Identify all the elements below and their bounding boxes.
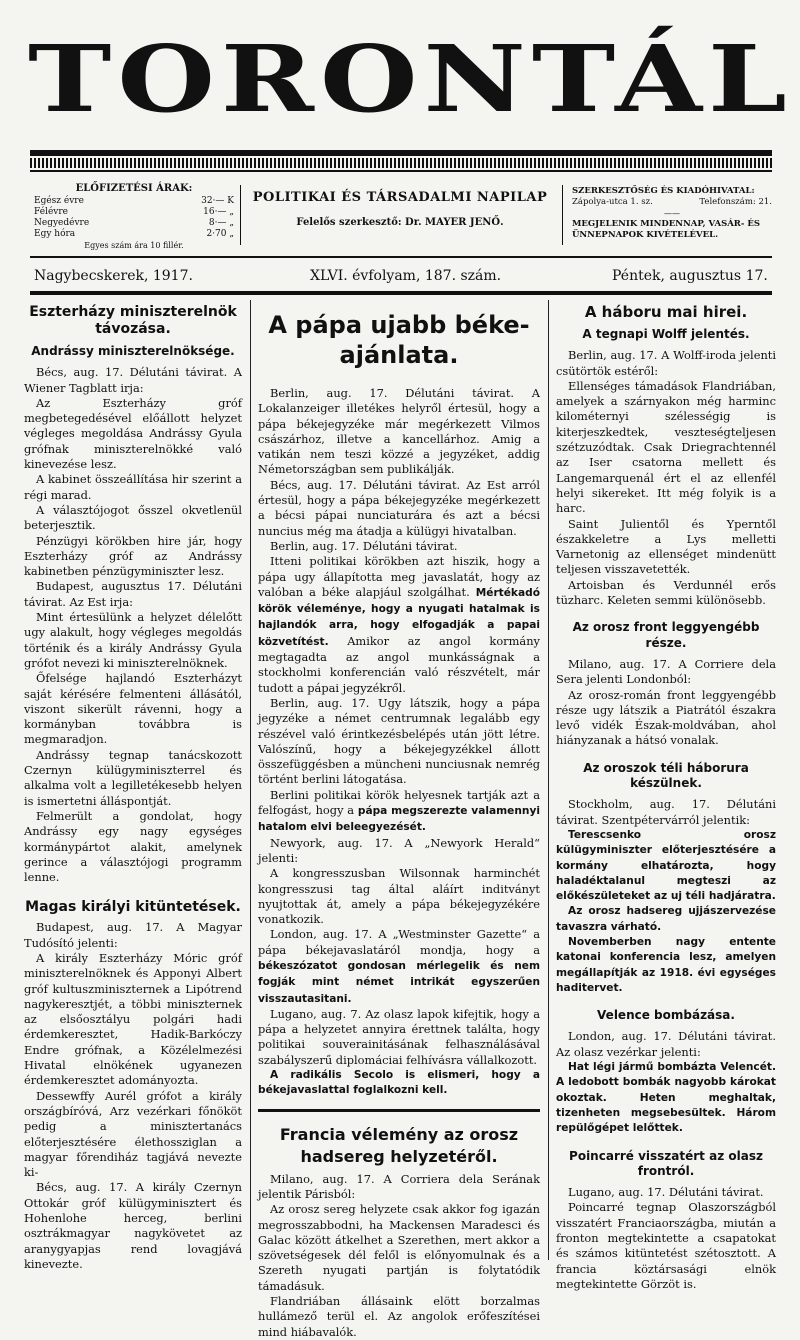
dateline-date: Péntek, augusztus 17. bbox=[612, 268, 768, 284]
paragraph: Budapest, aug. 17. A Magyar Tudósító jelenti: bbox=[24, 920, 242, 950]
paragraph: A kabinet összeállítása hir szerint a régi marad. bbox=[24, 472, 242, 502]
paragraph-bold: A radikális Secolo is elismeri, hogy a békejavaslattal foglalkozni kell. bbox=[258, 1069, 540, 1097]
paragraph: Andrássy tegnap tanácskozott Czernyn külügyminiszterrel és alkalma volt a legilletékesebb helyen is ismertetni álláspontját. bbox=[24, 747, 242, 808]
column-left bbox=[24, 300, 242, 1272]
paragraph: Ellenséges támadások Flandriában, amelyek a szárnyakon még harminc kilométernyi szélességig is kiterjeszkedtek, veszteségteljesen szétzuzódtak. Csak Driegrachtennél az Iser csatorna mellett és Langemarquenál ért el az ellenfél helyi sikereket. Itt még folyik is a harc. bbox=[556, 378, 776, 516]
column-divider bbox=[548, 300, 549, 1260]
newspaper-title: TORONTÁL bbox=[28, 25, 793, 134]
office-contact bbox=[572, 197, 772, 208]
editor-line: Felelős szerkesztő: Dr. MAYER JENŐ. bbox=[296, 217, 504, 228]
article-subheadline: A tegnapi Wolff jelentés. bbox=[582, 327, 750, 341]
office-address: Zápolya-utca 1. sz. bbox=[572, 197, 653, 207]
paragraph: Mint értesülünk a helyzet délelőtt ugy alakult, hogy végleges megoldás történik és a király Andrássy Gyula grófot nevezi ki miniszterelnöknek. bbox=[24, 610, 242, 670]
paragraph: Bécs, aug. 17. Délutáni távirat. A Wiener Tagblatt irja: bbox=[24, 365, 242, 395]
article-headline: Eszterházy miniszterelnök távozása. bbox=[29, 304, 237, 337]
office-info bbox=[572, 186, 772, 241]
text-run: Berlini politikai körök helyesnek tartják azt a felfogást, hogy a bbox=[258, 787, 540, 818]
dateline-rule-bottom bbox=[30, 291, 772, 295]
price-label: Félévre bbox=[34, 207, 68, 217]
price-label: Negyedévre bbox=[34, 218, 90, 228]
dateline-issue: XLVI. évfolyam, 187. szám. bbox=[310, 268, 502, 284]
header-divider bbox=[562, 185, 563, 245]
bold-text: Mértékadó körök véleménye, hogy a nyugati hatalmak is hajlandók arra, hogy elfogadják a papai közvetítést. bbox=[258, 586, 540, 648]
paragraph: Felmerült a gondolat, hogy Andrássy egy nagy egységes kormánypártot alakit, amelynek gerince a választójogi programm lenne. bbox=[24, 808, 242, 885]
lead-headline: A pápa ujabb béke-ajánlata. bbox=[268, 311, 530, 369]
paragraph: Poincarré tegnap Olaszországból visszatért Franciaországba, miután a fronton megtekintette a csapatokat és számos kitüntetést szétosztott. A francia köztársasági elnök megtekintette Görzöt is. bbox=[556, 1200, 776, 1291]
price-value: 2·70 „ bbox=[206, 229, 234, 239]
paragraph: Dessewffy Aurél grófot a király országbíróvá, Arz vezérkari főnököt pedig a minisztertanács előterjesztésére élethossziglan a magyar főrendiház tagjává nevezte ki- bbox=[24, 1088, 242, 1180]
single-issue-price: Egyes szám ára 10 fillér. bbox=[84, 241, 184, 250]
paragraph bbox=[258, 554, 540, 696]
paragraph: Newyork, aug. 17. A „Newyork Herald“ jelenti: bbox=[258, 835, 540, 865]
masthead-rule-thin bbox=[30, 170, 772, 172]
price-row bbox=[34, 207, 234, 218]
paragraph: Berlin, aug. 17. Ugy látszik, hogy a pápa jegyzéke a német centrumnak legalább egy részével való érintkezésbelépés után jött létre. Valószínű, hogy a békejegyzékkel állott összefüggésben a müncheni nunciusnak nemrég történt berlini látogatása. bbox=[258, 695, 540, 787]
office-phone: Telefonszám: 21. bbox=[699, 197, 772, 207]
paragraph-bold: Az orosz hadsereg ujjászervezése tavaszra várható. bbox=[556, 905, 776, 933]
price-label: Egy hóra bbox=[34, 229, 76, 239]
article-headline: Az oroszok téli háborura készülnek. bbox=[583, 760, 749, 791]
text-run: Itteni politikai körökben azt hiszik, hogy a pápa ugy állapította meg javaslatát, hogy az valóban a béke alapjául szolgálhat. bbox=[258, 554, 540, 599]
subscription-prices bbox=[34, 183, 234, 251]
masthead bbox=[28, 10, 793, 150]
bold-text: békeszózatot gondosan mérlegelik és nem fogják mint német intrikát egyszerűen visszautasitani. bbox=[258, 959, 540, 1005]
masthead-rule bbox=[30, 150, 772, 156]
paragraph: Budapest, augusztus 17. Délutáni távirat. Az Est irja: bbox=[24, 579, 242, 609]
subscription-title: ELŐFIZETÉSI ÁRAK: bbox=[75, 183, 193, 194]
column-center bbox=[258, 300, 540, 1340]
paragraph: Bécs, aug. 17. A király Czernyn Ottokár gróf külügyminisztert és Hohenlohe herceg, berlini osztrákmagyar nagykövetet az aranygyapjas rend lovagjává kinevezte. bbox=[24, 1180, 242, 1271]
paragraph-bold: Hat légi jármű bombázta Velencét. A ledobott bombák nagyobb károkat okoztak. Heten meghaltak, tizenheten megsebesültek. Három repülőgépet lelőttek. bbox=[556, 1061, 776, 1135]
header-divider bbox=[240, 185, 241, 245]
price-value: 16·— „ bbox=[203, 207, 234, 217]
paragraph: Berlin, aug. 17. A Wolff-iroda jelenti csütörtök estéről: bbox=[556, 348, 776, 378]
paragraph: Lugano, aug. 17. Délutáni távirat. bbox=[568, 1185, 764, 1200]
paragraph: Milano, aug. 17. A Corriere dela Sera jelenti Londonból: bbox=[556, 656, 776, 687]
section-rule bbox=[258, 1109, 540, 1112]
paragraph bbox=[258, 927, 540, 1006]
article-headline: Francia vélemény az orosz hadsereg helyzetéről. bbox=[279, 1124, 519, 1166]
masthead-hatch bbox=[30, 158, 772, 168]
article-headline: Poincarré visszatért az olasz frontról. bbox=[569, 1148, 763, 1178]
text-run: Amikor az angol kormány megtagadta az angol munkásságnak a stockholmi konferencián való részvételt, már tudott a pápai jegyzékről. bbox=[258, 633, 540, 695]
paragraph: Az Eszterházy gróf megbetegedésével előállott helyzet végleges megoldása Andrássy Gyula grófnak miniszterelnökké való kinevezése lesz. bbox=[24, 395, 242, 472]
price-label: Egész évre bbox=[34, 196, 84, 206]
text-run: London, aug. 17. A „Westminster Gazette“ a pápa békejavaslatáról mondja, hogy a bbox=[258, 927, 540, 957]
price-row bbox=[34, 229, 234, 240]
paragraph: Stockholm, aug. 17. Délutáni távirat. Szentpétervárról jelentik: bbox=[556, 797, 776, 827]
column-divider bbox=[250, 300, 251, 1260]
article-headline: Magas királyi kitüntetések. bbox=[25, 899, 241, 916]
column-right bbox=[556, 300, 776, 1292]
paper-info bbox=[250, 190, 550, 228]
paragraph: Milano, aug. 17. A Corriera dela Serának jelentik Párisból: bbox=[258, 1171, 540, 1201]
paragraph: London, aug. 17. Délutáni távirat. Az olasz vezérkar jelenti: bbox=[556, 1029, 776, 1059]
paragraph: Pénzügyi körökben hire jár, hogy Eszterházy gróf az Andrássy kabinetben pénzügyminiszter lesz. bbox=[24, 533, 242, 579]
paragraph: Berlin, aug. 17. Délutáni távirat. A Lokalanzeiger illetékes helyről értesül, hogy a pápa békejegyzéke már megérkezett Vilmos császárhoz, illetve a kancellárhoz. Amig a vatikán nem teszi közzé a jegyzéket, addig Németországban sem publikálják. bbox=[258, 386, 540, 477]
paragraph-bold: Terescsenko orosz külügyminiszter előterjesztésére a kormány elhatározta, hogy haladéktalanul megteszi az előkészületeket az uj téli hadjáratra. bbox=[556, 828, 776, 903]
article-headline: A háboru mai hirei. bbox=[584, 303, 748, 321]
paragraph: Bécs, aug. 17. Délutáni távirat. Az Est arról értesül, hogy a pápa békejegyzéke megérkezett a bécsi pápai nunciaturára és azt a bécsi nuncius még ma átadja a külügyi hivatalban. bbox=[258, 477, 540, 538]
paragraph: Artoisban és Verdunnél erős tüzharc. Keleten semmi különösebb. bbox=[556, 577, 776, 608]
paragraph: A király Eszterházy Móric gróf miniszterelnöknek és Apponyi Albert gróf kultuszminiszternek a Lipótrend nagykeresztjét, a többi miniszternek az elsőosztályu polgári hadi érdemkeresztet, Hadik-Barkóczy Endre grófnak, a Közélelmezési Hivatal elnökének ugyanezen érdemkeresztet adományozta. bbox=[24, 950, 242, 1088]
tagline: POLITIKAI ÉS TÁRSADALMI NAPILAP bbox=[252, 190, 548, 205]
paragraph bbox=[258, 788, 540, 836]
paragraph: Saint Julientől és Yperntől északkeletre a Lys melletti Varnetonig az ellenséget mindenütt teljesen visszavetették. bbox=[556, 516, 776, 577]
dateline-place: Nagybecskerek, 1917. bbox=[34, 268, 193, 284]
paragraph: Flandriában állásaink elött borzalmas hullámező terül el. Az angolok erőfeszítései mind hiábavalók. bbox=[258, 1294, 540, 1339]
bold-text: pápa megszerezte valamennyi hatalom elvi beleegyezését. bbox=[258, 805, 540, 834]
price-row bbox=[34, 196, 234, 207]
article-headline: Az orosz front leggyengébb része. bbox=[572, 620, 760, 650]
paragraph: A kongresszusban Wilsonnak harminchét kongresszusi tag által aláírt inditványt nyujtottak át, amely a pápa békejegyzékére vonatkozik. bbox=[258, 866, 540, 927]
paragraph: Lugano, aug. 7. Az olasz lapok kifejtik, hogy a pápa a helyzetet annyira érettnek találta, hogy politikai souverainitásának felhasználásával szabályszerű diplomáciai felhívásra vállalkozott. bbox=[258, 1006, 540, 1067]
price-value: 32·— K bbox=[201, 196, 234, 206]
paragraph: Berlin, aug. 17. Délutáni távirat. bbox=[270, 538, 458, 553]
price-row bbox=[34, 218, 234, 229]
paragraph: A választójogot ősszel okvetlenül beterjesztik. bbox=[24, 502, 242, 533]
article-headline: Velence bombázása. bbox=[597, 1008, 735, 1023]
publication-schedule: MEGJELENIK MINDENNAP, VASÁR- ÉS ÜNNEPNAPOK KIVÉTELÉVEL. bbox=[572, 219, 760, 240]
price-value: 8·— „ bbox=[208, 218, 234, 228]
paragraph-bold: Novemberben nagy entente katonai konferencia lesz, amelyen megállapítják az 1918. évi egységes haditervet. bbox=[556, 935, 776, 994]
paragraph: Az orosz-román front leggyengébb része ugy látszik a Piatrától északra levő vidék Észak-moldvában, ahol hiányzanak a hátsó vonalak. bbox=[556, 687, 776, 748]
office-dash: —— bbox=[664, 209, 680, 218]
office-title: SZERKESZTŐSÉG ÉS KIADÓHIVATAL: bbox=[572, 186, 755, 196]
dateline-rule-top bbox=[30, 256, 772, 258]
paragraph: Őfelsége hajlandó Eszterházyt saját kérésére felmenteni állásától, viszont sikerült rávenni, hogy a kormányban továbbra is megmaradjon. bbox=[24, 671, 242, 747]
article-subheadline: Andrássy miniszterelnöksége. bbox=[31, 344, 235, 358]
paragraph: Az orosz sereg helyzete csak akkor fog igazán megrosszabbodni, ha Mackensen Maradesci és Galac között átkelhet a Szerethen, mert akkor a szövetségesek dél felől is előnyomulnak és a Szereth nyugati partján is folytatódik támadásuk. bbox=[258, 1202, 540, 1293]
